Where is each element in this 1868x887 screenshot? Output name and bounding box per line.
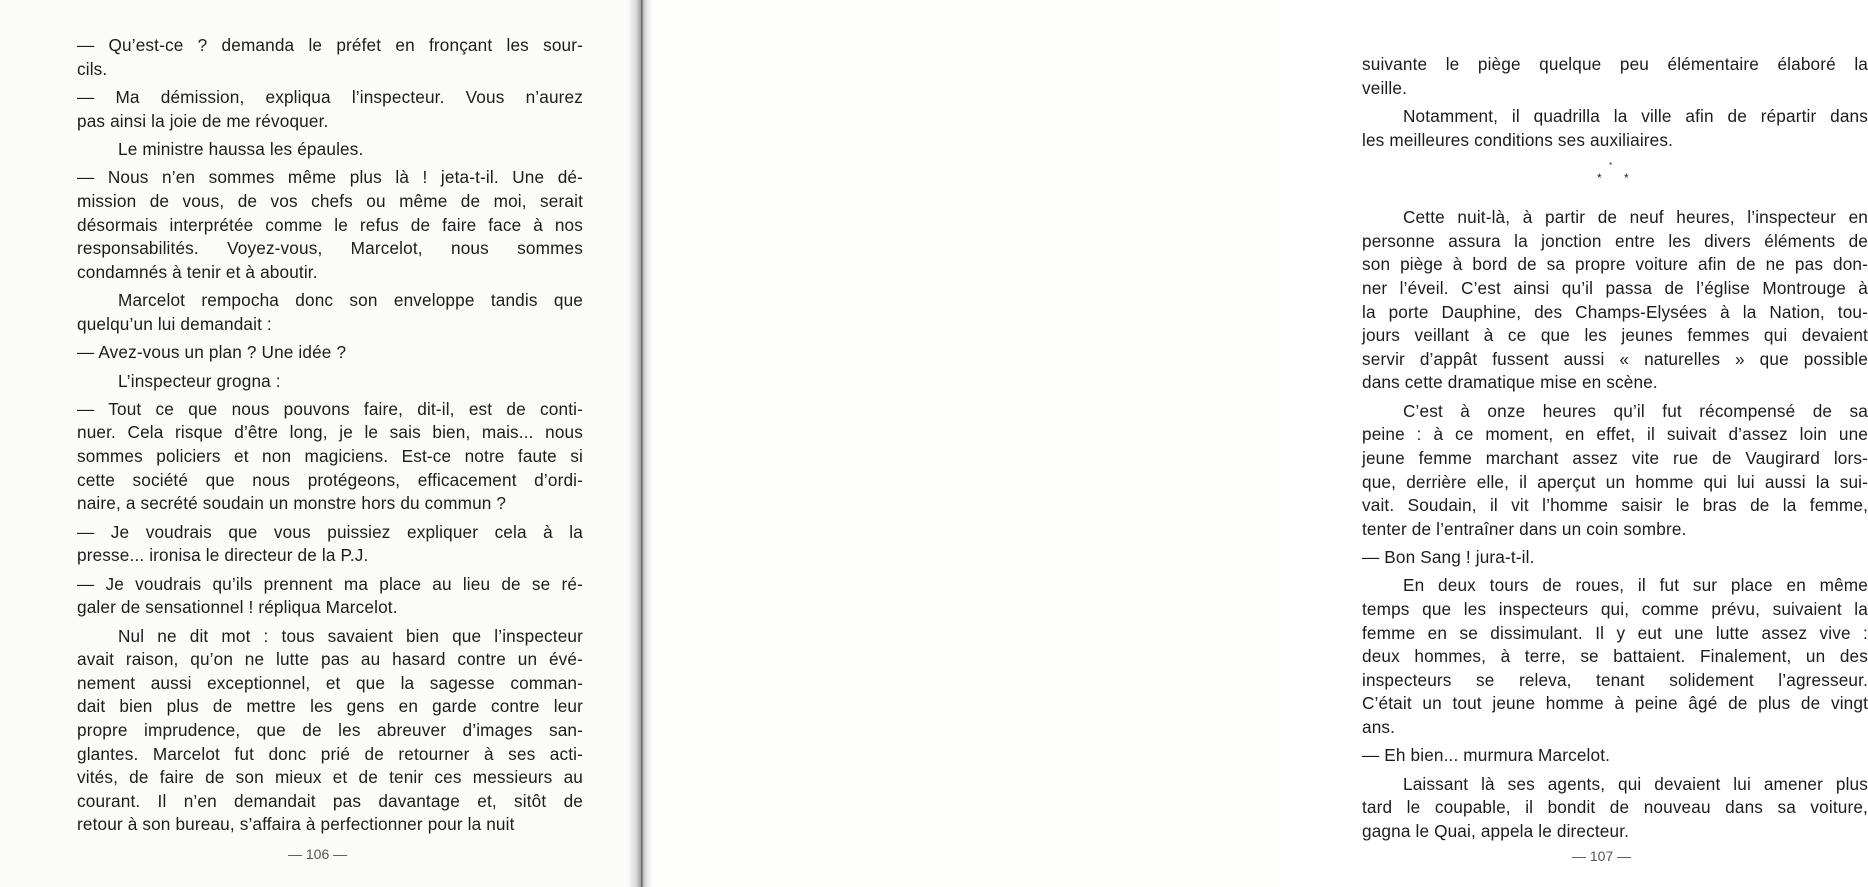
text-line: responsabilités. Voyez-vous, Marcelot, nous sommes <box>77 238 583 259</box>
text-line: jeune femme marchant assez vite rue de Vaugirard lors- <box>1362 447 1868 468</box>
text-line: naire, a secrété soudain un monstre hors du commun ? <box>77 493 507 514</box>
text-line: suivante le piège quelque peu élémentaire élaboré la <box>1362 54 1868 74</box>
text-line: Cette nuit-là, à partir de neuf heures, l’inspecteur en <box>1403 207 1868 228</box>
right-before-break <box>1362 53 1868 152</box>
text-line: inspecteurs se releva, tenant solidement l’agresseur. <box>1362 669 1868 690</box>
text-line: femme en se dissimulant. Il y eut une lutte assez vive : <box>1362 622 1868 643</box>
paragraph <box>1362 53 1868 100</box>
paragraph <box>77 625 583 837</box>
right-page-text <box>1362 53 1868 844</box>
text-line: condamnés à tenir et à aboutir. <box>77 261 318 282</box>
text-line: C’est à onze heures qu’il fut récompensé de sa <box>1403 400 1868 421</box>
paragraph <box>77 370 583 394</box>
text-line: glantes. Marcelot fut donc prié de retourner à ses acti- <box>77 743 583 764</box>
paragraph <box>77 573 583 620</box>
book-spine-gutter <box>628 0 652 887</box>
section-break-star-right: * <box>1624 171 1629 186</box>
section-break <box>1362 158 1868 200</box>
page-number-left: — 106 — <box>288 846 348 862</box>
text-line: servir d’appât fussent aussi « naturelles » que possible <box>1362 348 1868 369</box>
text-line: ans. <box>1362 717 1396 738</box>
text-line: Nul ne dit mot : tous savaient bien que l’inspecteur <box>118 625 583 646</box>
paragraph <box>77 138 583 162</box>
section-break-star-top: * <box>1609 161 1613 171</box>
text-line: vait. Soudain, il vit l’homme saisir le bras de la femme, <box>1362 495 1868 516</box>
text-line: — Eh bien... murmura Marcelot. <box>1362 745 1611 766</box>
text-line: L’inspecteur grogna : <box>118 370 281 391</box>
paragraph <box>77 86 583 133</box>
text-line: — Bon Sang ! jura-t-il. <box>1362 547 1535 568</box>
text-line: avait raison, qu’on ne lutte pas au hasard contre un évé- <box>77 649 583 670</box>
text-line: retour à son bureau, s’affaira à perfectionner pour la nuit <box>77 814 515 835</box>
paragraph <box>77 166 583 284</box>
page-number-right: — 107 — <box>1572 848 1632 864</box>
paragraph <box>77 521 583 568</box>
text-line: dans cette dramatique mise en scène. <box>1362 372 1658 393</box>
text-line: ner l’éveil. C’est ainsi qu’il passa de l’église Montrouge à <box>1362 277 1868 298</box>
paragraph <box>77 289 583 336</box>
text-line: Notamment, il quadrilla la ville afin de répartir dans <box>1403 105 1868 126</box>
text-line: presse... ironisa le directeur de la P.J. <box>77 545 369 566</box>
right-page <box>640 0 1868 887</box>
text-line: cette société que nous protégeons, efficacement d’ordi- <box>77 469 583 490</box>
text-line: tenter de l’entraîner dans un coin sombre. <box>1362 518 1687 539</box>
text-line: — Qu’est-ce ? demanda le préfet en fronçant les sour- <box>77 35 583 55</box>
text-line: cils. <box>77 58 108 79</box>
text-line: que, derrière elle, il aperçut un homme qui lui aussi la sui- <box>1362 471 1868 492</box>
text-line: quelqu’un lui demandait : <box>77 313 272 334</box>
text-line: Le ministre haussa les épaules. <box>118 138 364 159</box>
text-line: tard le coupable, il bondit de nouveau dans sa voiture, <box>1362 797 1868 818</box>
paragraph <box>77 34 583 81</box>
paragraph <box>1362 574 1868 739</box>
text-line: les meilleures conditions ses auxiliaires. <box>1362 129 1674 150</box>
right-after-break <box>1362 206 1868 843</box>
left-page-text <box>77 34 583 837</box>
left-page <box>0 0 640 887</box>
text-line: — Ma démission, expliqua l’inspecteur. Vous n’aurez <box>77 86 583 107</box>
text-line: galer de sensationnel ! répliqua Marcelot. <box>77 597 398 618</box>
text-line: — Nous n’en sommes même plus là ! jeta-t-il. Une dé- <box>77 167 583 188</box>
paragraph <box>1362 744 1868 768</box>
text-line: mission de vous, de vos chefs ou même de moi, serait <box>77 190 583 211</box>
text-line: Laissant là ses agents, qui devaient lui amener plus <box>1403 773 1868 794</box>
text-line: C’était un tout jeune homme à peine âgé de plus de vingt <box>1362 693 1868 714</box>
text-line: la porte Dauphine, des Champs-Elysées à la Nation, tou- <box>1362 301 1868 322</box>
text-line: deux hommes, à terre, se battaient. Finalement, un des <box>1362 646 1868 667</box>
text-line: nement aussi exceptionnel, et que la sagesse comman- <box>77 672 583 693</box>
text-line: En deux tours de roues, il fut sur place en même <box>1403 575 1868 596</box>
text-line: temps que les inspecteurs qui, comme prévu, suivaient la <box>1362 599 1868 620</box>
paragraph <box>77 341 583 365</box>
text-line: — Je voudrais que vous puissiez expliquer cela à la <box>77 521 583 542</box>
text-line: dait bien plus de mettre les gens en garde contre leur <box>77 696 583 717</box>
text-line: désormais interprétée comme le refus de faire face à nos <box>77 214 583 235</box>
text-line: sommes policiers et non magiciens. Est-ce notre faute si <box>77 446 583 467</box>
text-line: — Tout ce que nous pouvons faire, dit-il, est de conti- <box>77 398 583 419</box>
paragraph <box>1362 206 1868 395</box>
text-line: son piège à bord de sa propre voiture afin de ne pas don- <box>1362 254 1868 275</box>
text-line: veille. <box>1362 77 1407 98</box>
text-line: personne assura la jonction entre les divers éléments de <box>1362 230 1868 251</box>
text-line: propre imprudence, que de les abreuver d’images san- <box>77 720 583 740</box>
text-line: courant. Il n’en demandait pas davantage et, sitôt de <box>77 790 583 811</box>
paragraph <box>1362 400 1868 542</box>
paragraph <box>1362 105 1868 152</box>
text-line: Marcelot rempocha donc son enveloppe tandis que <box>118 290 583 311</box>
text-line: — Avez-vous un plan ? Une idée ? <box>77 342 347 363</box>
text-line: gagna le Quai, appela le directeur. <box>1362 821 1630 841</box>
text-line: pas ainsi la joie de me révoquer. <box>77 110 329 131</box>
paragraph <box>1362 773 1868 844</box>
text-line: — Je voudrais qu’ils prennent ma place au lieu de se ré- <box>77 573 583 594</box>
text-line: nuer. Cela risque d’être long, je le sais bien, mais... nous <box>77 422 583 443</box>
paragraph <box>1362 546 1868 570</box>
section-break-star-left: * <box>1597 171 1602 186</box>
text-line: peine : à ce moment, en effet, il suivait d’assez loin une <box>1362 424 1868 445</box>
text-line: jours veillant à ce que les jeunes femmes qui devaient <box>1362 325 1868 346</box>
paragraph <box>77 398 583 516</box>
text-line: vités, de faire de son mieux et de tenir ces messieurs au <box>77 767 583 788</box>
